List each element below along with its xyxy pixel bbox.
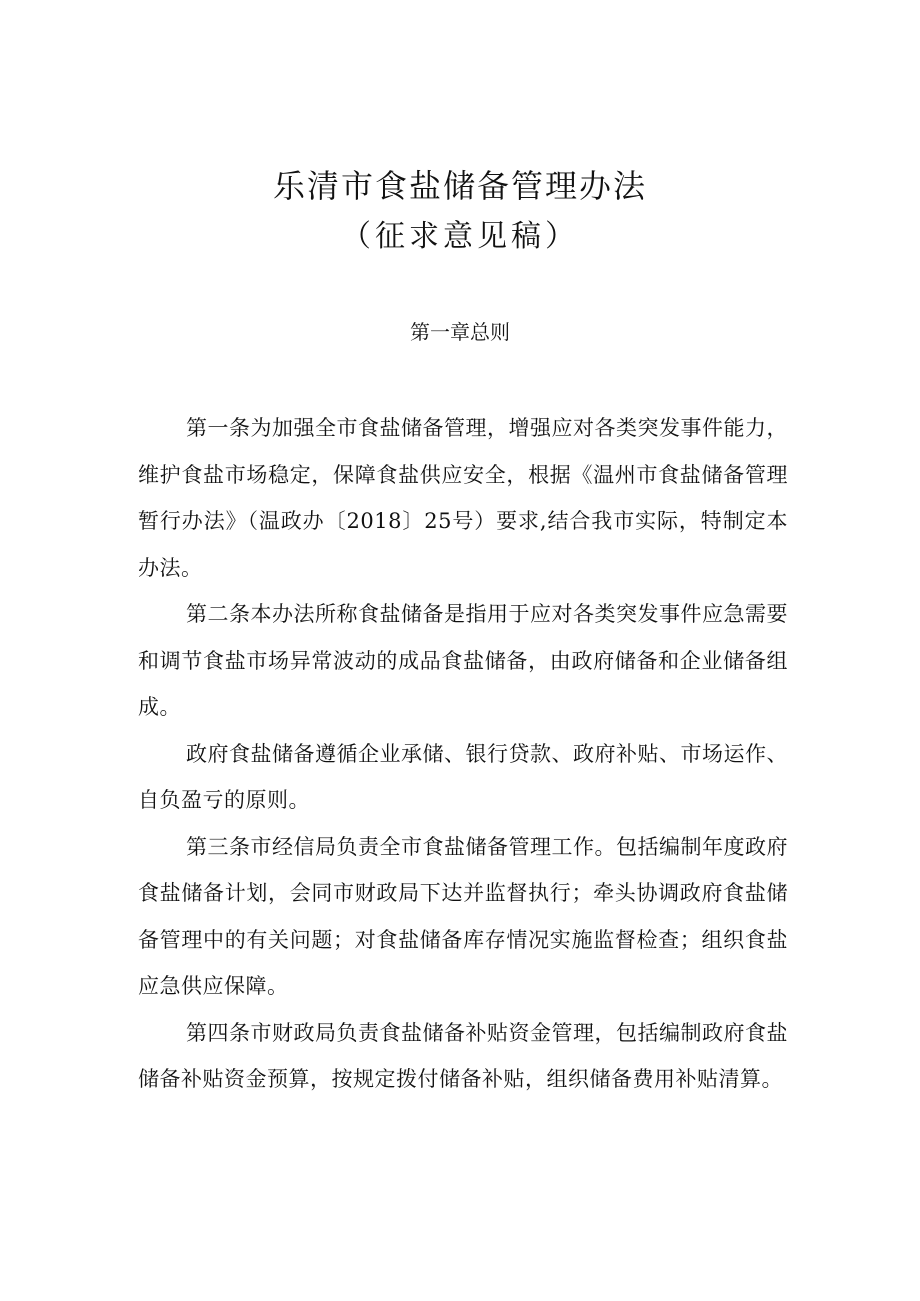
article-4-paragraph: 第四条市财政局负责食盐储备补贴资金管理，包括编制政府食盐储备补贴资金预算，按规定拨付储备补贴，组织储备费用补贴清算。: [138, 1020, 788, 1091]
article-1-paragraph: 第一条为加强全市食盐储备管理，增强应对各类突发事件能力，维护食盐市场稳定，保障食盐供应安全，根据《温州市食盐储备管理暂行办法》（温政办〔2018〕25号）要求,结合我市实际，特制定本办法。: [138, 416, 788, 580]
document-title: 乐清市食盐储备管理办法: [272, 167, 647, 205]
document-body: [138, 405, 788, 1103]
article-2-paragraph: 第二条本办法所称食盐储备是指用于应对各类突发事件应急需要和调节食盐市场异常波动的成品食盐储备，由政府储备和企业储备组成。: [138, 602, 788, 719]
chapter-heading: 第一章总则: [410, 320, 510, 344]
principle-paragraph: 政府食盐储备遵循企业承储、银行贷款、政府补贴、市场运作、自负盈亏的原则。: [138, 741, 788, 812]
document-subtitle: （征求意见稿）: [341, 219, 579, 254]
article-3-paragraph: 第三条市经信局负责全市食盐储备管理工作。包括编制年度政府食盐储备计划，会同市财政局下达并监督执行；牵头协调政府食盐储备管理中的有关问题；对食盐储备库存情况实施监督检查；组织食盐应急供应保障。: [138, 834, 788, 998]
